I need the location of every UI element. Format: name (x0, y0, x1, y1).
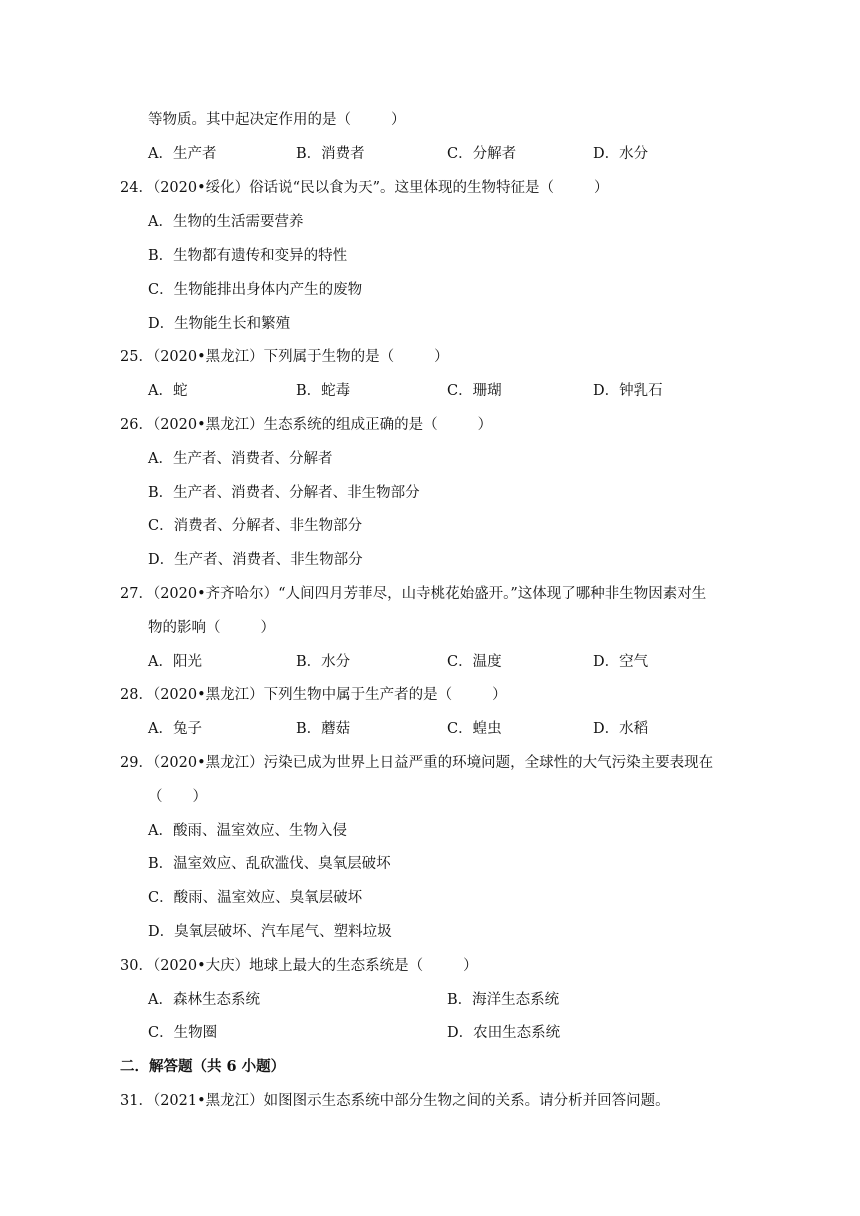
q29-stem-cont: （ ） (148, 789, 207, 805)
q27-option-c: C．温度 (447, 654, 502, 670)
q26-option-d: D．生产者、消费者、非生物部分 (148, 552, 363, 568)
q25-option-d: D．钟乳石 (593, 383, 663, 399)
q26-stem: 26．（2020•黑龙江）生态系统的组成正确的是（ ） (120, 417, 493, 433)
section-heading: 二．解答题（共 6 小题） (120, 1058, 286, 1075)
q31-stem: 31．（2021•黑龙江）如图图示生态系统中部分生物之间的关系。请分析并回答问题。 (120, 1093, 670, 1109)
q27-option-b: B．水分 (296, 654, 351, 670)
q28-option-d: D．水稻 (593, 721, 649, 737)
q27-stem-cont: 物的影响（ ） (148, 620, 275, 636)
q23-stem-cont: 等物质。其中起决定作用的是（ ） (148, 112, 406, 128)
q30-option-c: C．生物圈 (148, 1025, 218, 1041)
q24-option-b: B．生物都有遗传和变异的特性 (148, 248, 348, 264)
q23-option-d: D．水分 (593, 146, 649, 162)
q30-option-a: A．森林生态系统 (148, 992, 260, 1008)
q25-option-a: A．蛇 (148, 383, 188, 399)
q28-option-c: C．蝗虫 (447, 721, 502, 737)
q27-option-a: A．阳光 (148, 654, 202, 670)
q24-stem: 24．（2020•绥化）俗话说“民以食为天”。这里体现的生物特征是（ ） (120, 180, 609, 196)
q30-stem: 30．（2020•大庆）地球上最大的生态系统是（ ） (120, 958, 478, 974)
q29-option-b: B．温室效应、乱砍滥伐、臭氧层破坏 (148, 856, 391, 872)
q26-option-b: B．生产者、消费者、分解者、非生物部分 (148, 485, 420, 501)
q29-option-c: C．酸雨、温室效应、臭氧层破坏 (148, 890, 363, 906)
q27-option-d: D．空气 (593, 654, 649, 670)
q25-option-b: B．蛇毒 (296, 383, 351, 399)
q24-option-c: C．生物能排出身体内产生的废物 (148, 282, 363, 298)
q23-option-b: B．消费者 (296, 146, 365, 162)
q29-stem: 29．（2020•黑龙江）污染已成为世界上日益严重的环境问题，全球性的大气污染主要表现在 (120, 755, 714, 771)
q23-option-a: A．生产者 (148, 146, 217, 162)
q28-option-a: A．兔子 (148, 721, 202, 737)
q26-option-a: A．生产者、消费者、分解者 (148, 451, 333, 467)
q24-option-a: A．生物的生活需要营养 (148, 214, 304, 230)
q28-stem: 28．（2020•黑龙江）下列生物中属于生产者的是（ ） (120, 687, 507, 703)
q25-option-c: C．珊瑚 (447, 383, 502, 399)
q23-option-c: C．分解者 (447, 146, 517, 162)
q30-option-b: B．海洋生态系统 (447, 992, 560, 1008)
q30-option-d: D．农田生态系统 (447, 1025, 561, 1041)
q29-option-a: A．酸雨、温室效应、生物入侵 (148, 823, 347, 839)
q28-option-b: B．蘑菇 (296, 721, 351, 737)
q26-option-c: C．消费者、分解者、非生物部分 (148, 518, 363, 534)
q24-option-d: D．生物能生长和繁殖 (148, 316, 291, 332)
q27-stem: 27．（2020•齐齐哈尔）“人间四月芳菲尽，山寺桃花始盛开。”这体现了哪种非生物因素对生 (120, 586, 707, 602)
q25-stem: 25．（2020•黑龙江）下列属于生物的是（ ） (120, 349, 449, 365)
q29-option-d: D．臭氧层破坏、汽车尾气、塑料垃圾 (148, 924, 392, 940)
